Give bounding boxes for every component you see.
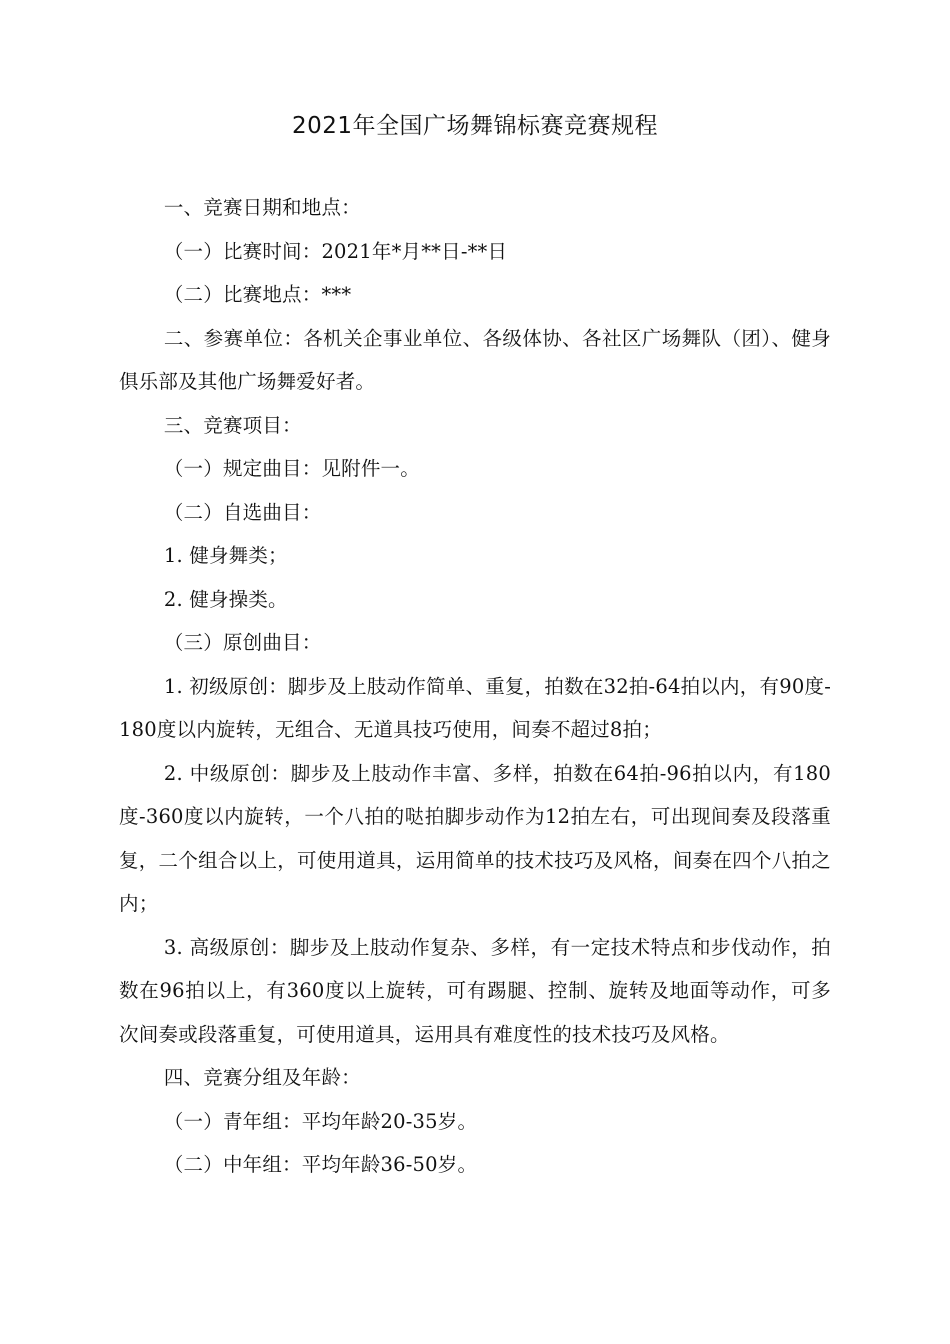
section-heading-events: 三、竞赛项目： [163, 413, 302, 437]
middle-age-group: （二）中年组：平均年龄36-50岁。 [163, 1153, 478, 1176]
document-body [119, 186, 831, 1187]
required-pieces: （一）规定曲目：见附件一。 [163, 457, 420, 480]
document-title: 2021年全国广场舞锦标赛竞赛规程 [291, 113, 659, 139]
optional-fitness-dance: 1. 健身舞类； [163, 544, 288, 567]
youth-group: （一）青年组：平均年龄20-35岁。 [163, 1109, 478, 1133]
optional-fitness-exercise: 2. 健身操类。 [163, 587, 288, 611]
section-heading-groups-age: 四、竞赛分组及年龄： [163, 1066, 361, 1089]
competition-time: （一）比赛时间：2021年*月**日-**日 [163, 239, 508, 263]
optional-pieces-heading: （二）自选曲目： [163, 500, 322, 524]
original-beginner-level: 1. 初级原创：脚步及上肢动作简单、重复，拍数在32拍-64拍以内，有90度-180度以内旋转，无组合、无道具技巧使用，间奏不超过8拍； [119, 674, 831, 741]
competition-venue: （二）比赛地点：*** [163, 283, 352, 306]
original-intermediate-level: 2. 中级原创：脚步及上肢动作丰富、多样，拍数在64拍-96拍以内，有180度-360度以内旋转，一个八拍的哒拍脚步动作为12拍左右，可出现间奏及段落重复，二个组合以上，可使用道具，运用简单的技术技巧及风格，间奏在四个八拍之内； [119, 761, 831, 915]
participating-units: 二、参赛单位：各机关企事业单位、各级体协、各社区广场舞队（团）、健身俱乐部及其他广场舞爱好者。 [119, 326, 831, 393]
original-advanced-level: 3. 高级原创：脚步及上肢动作复杂、多样，有一定技术特点和步伐动作，拍数在96拍以上，有360度以上旋转，可有踢腿、控制、旋转及地面等动作，可多次间奏或段落重复，可使用道具，运用具有难度性的技术技巧及风格。 [119, 935, 831, 1046]
section-heading-dates-venue: 一、竞赛日期和地点： [163, 196, 361, 219]
original-pieces-heading: （三）原创曲目： [163, 631, 322, 654]
